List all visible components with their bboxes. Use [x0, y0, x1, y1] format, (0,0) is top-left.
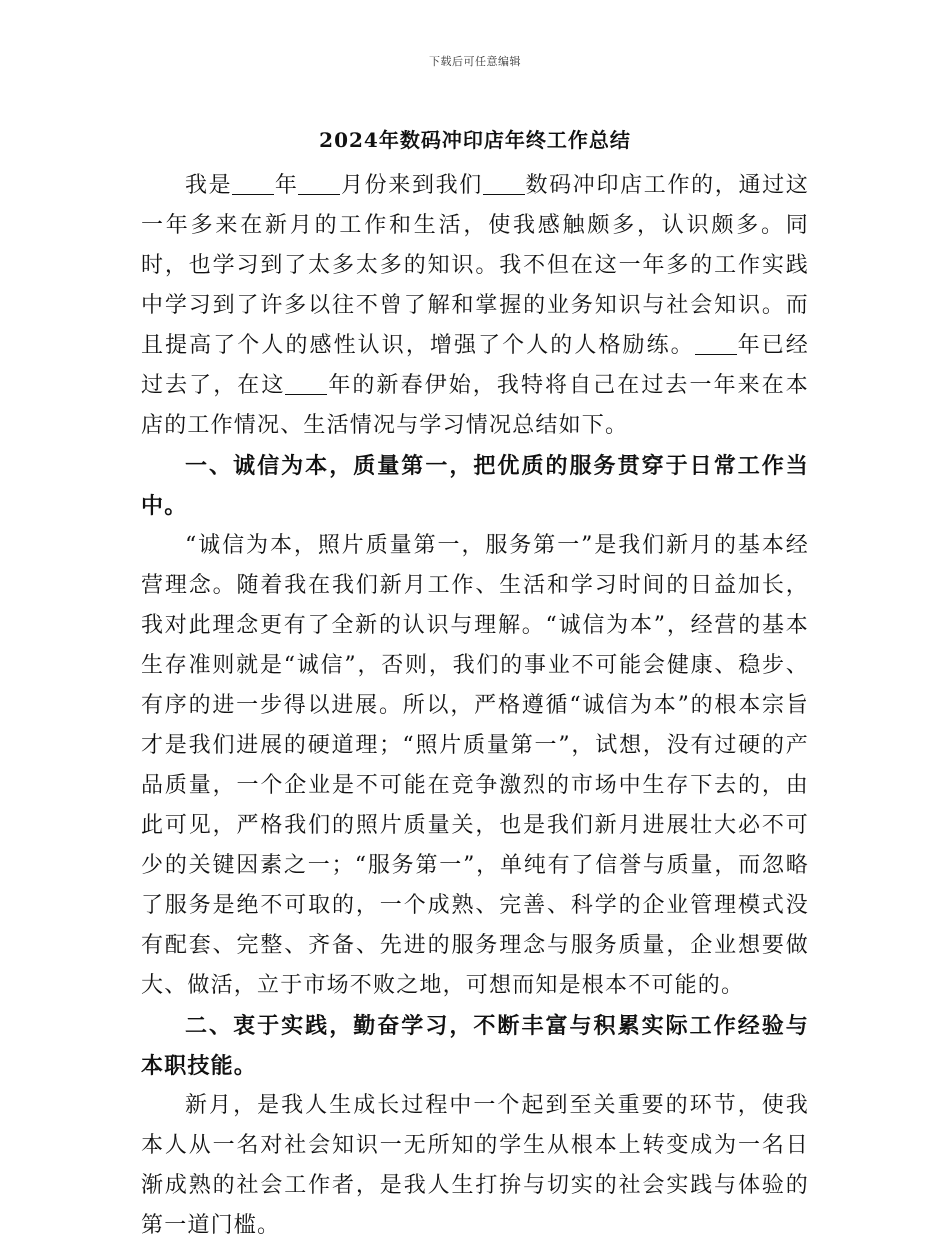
- section-2-paragraph: 新月，是我人生成长过程中一个起到至关重要的环节，使我本人从一名对社会知识一无所知的学生从根本上转变成为一名日渐成熟的社会工作者，是我人生打拚与切实的社会实践与体验的第一道门槛。: [141, 1093, 809, 1238]
- page-header: 下载后可任意编辑: [429, 55, 521, 68]
- intro-paragraph: [141, 166, 809, 446]
- blank-new-year: [285, 372, 327, 395]
- intro-text-1: 我是: [185, 173, 233, 198]
- section-heading-2: 二、衷于实践，勤奋学习，不断丰富与积累实际工作经验与本职技能。: [141, 1013, 809, 1079]
- section-1-paragraph: “诚信为本，照片质量第一，服务第一”是我们新月的基本经营理念。随着我在我们新月工作、生活和学习时间的日益加长，我对此理念更有了全新的认识与理解。“诚信为本”，经营的基本生存准则就是“诚信”，否则，我们的事业不可能会健康、稳步、有序的进一步得以进展。所以，严格遵循“诚信为本”的根本宗旨才是我们进展的硬道理；“照片质量第一”，试想，没有过硬的产品质量，一个企业是不可能在竞争激烈的市场中生存下去的，由此可见，严格我们的照片质量关，也是我们新月进展壮大必不可少的关键因素之一；“服务第一”，单纯有了信誉与质量，而忽略了服务是绝不可取的，一个成熟、完善、科学的企业管理模式没有配套、完整、齐备、先进的服务理念与服务质量，企业想要做大、做活，立于市场不败之地，可想而知是根本不可能的。: [141, 533, 809, 998]
- intro-text-6: 年的新春伊始，我特将自己在过去一年来在本店的工作情况、生活情况与学习情况总结如下。: [141, 373, 809, 438]
- intro-text-2: 年: [274, 173, 299, 198]
- blank-year: [232, 172, 274, 195]
- document-body: [141, 166, 809, 1246]
- intro-text-3: 月份来到我们: [340, 173, 483, 198]
- document-title: 2024年数码冲印店年终工作总结: [319, 128, 631, 152]
- intro-text-5: 年已经过去了，在这: [141, 333, 809, 398]
- blank-month: [298, 172, 340, 195]
- section-heading-1: 一、诚信为本，质量第一，把优质的服务贯穿于日常工作当中。: [141, 453, 809, 519]
- intro-text-4: 数码冲印店工作的，通过这一年多来在新月的工作和生活，使我感触颇多，认识颇多。同时，也学习到了太多太多的知识。我不但在这一年多的工作实践中学习到了许多以往不曾了解和掌握的业务知识与社会知识。而且提高了个人的感性认识，增强了个人的人格励练。: [141, 173, 809, 358]
- blank-shop-name: [483, 172, 525, 195]
- blank-past-year: [695, 332, 737, 355]
